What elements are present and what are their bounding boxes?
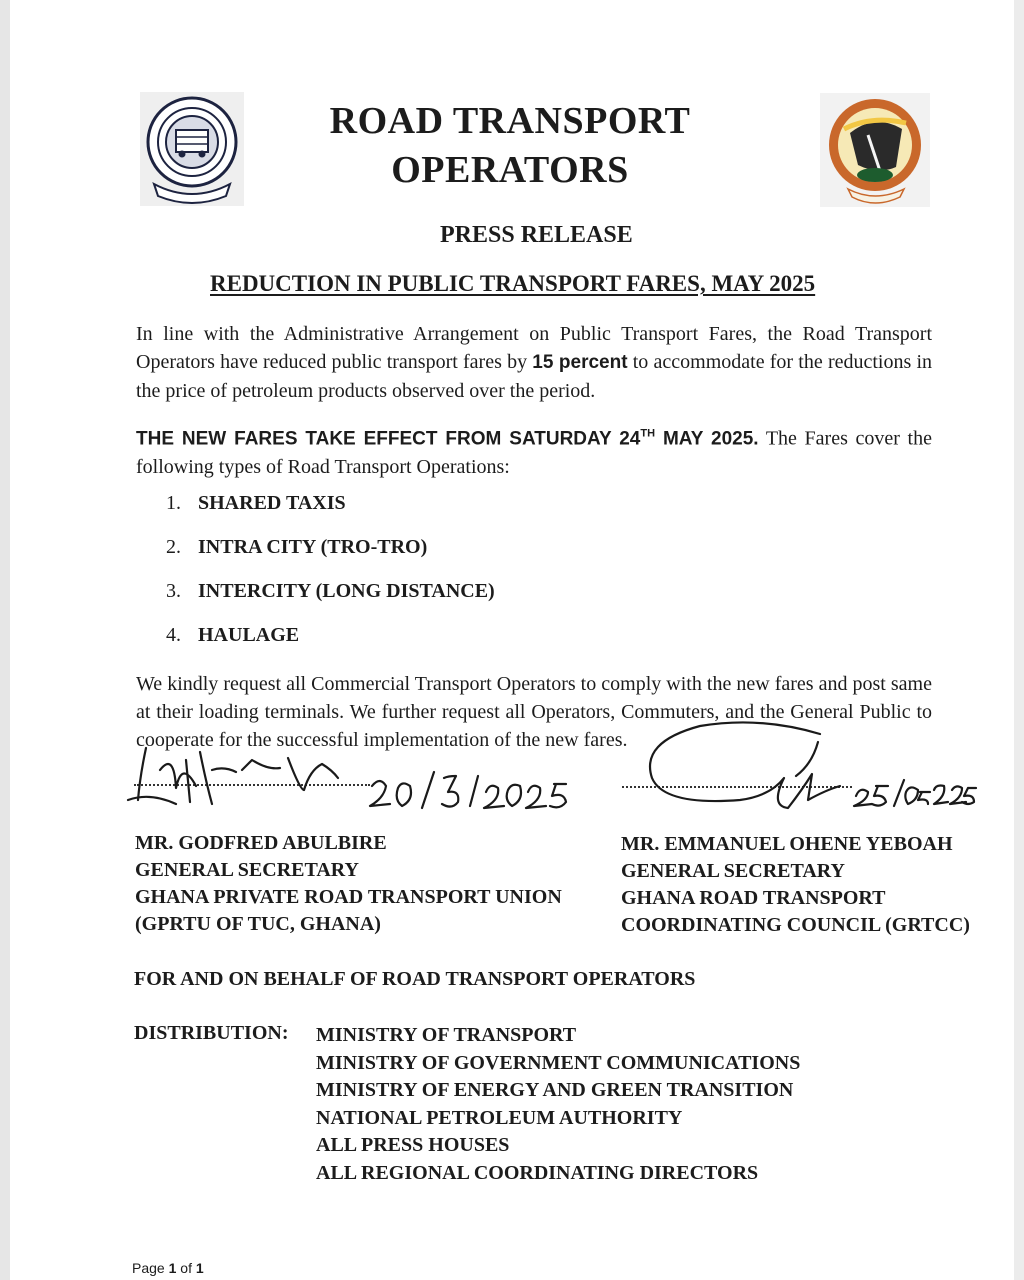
signature-line-left <box>134 784 370 786</box>
document-title-line1: ROAD TRANSPORT <box>329 100 691 142</box>
signatory-right <box>621 831 970 939</box>
intro-text-before: In line with the Administrative Arrangement on Public Transport Fares, the Road Transport Operators have reduced public transport fares by <box>136 323 932 373</box>
distribution-list <box>316 1022 800 1188</box>
signatory-org-line2: (GPRTU OF TUC, GHANA) <box>135 913 381 935</box>
signatory-name: MR. GODFRED ABULBIRE <box>135 832 387 854</box>
list-item-label: SHARED TAXIS <box>198 492 346 514</box>
list-item: MINISTRY OF GOVERNMENT COMMUNICATIONS <box>316 1051 801 1074</box>
page-number-current: 1 <box>168 1260 177 1276</box>
list-item-label: INTRA CITY (TRO-TRO) <box>198 536 428 558</box>
list-item <box>166 488 495 532</box>
signatory-org-line1: GHANA PRIVATE ROAD TRANSPORT UNION <box>135 886 562 908</box>
list-item: MINISTRY OF ENERGY AND GREEN TRANSITION <box>316 1079 794 1102</box>
list-item <box>166 576 495 620</box>
page-number <box>132 1260 204 1276</box>
list-item-label: HAULAGE <box>198 624 300 646</box>
signature-left-date <box>370 772 566 808</box>
grtcc-emblem-icon <box>820 93 930 207</box>
signature-left-stroke <box>128 748 338 804</box>
intro-text-after: to accommodate for the reductions in the price of petroleum products observed over the period. <box>136 351 933 402</box>
signature-right-date <box>854 780 976 806</box>
paragraph-request: We kindly request all Commercial Transport Operators to comply with the new fares and post same at their loading terminals. We further request all Operators, Commuters, and the General Public to cooperate for the successful implementation of the new fares. <box>136 673 932 751</box>
list-item-number: 2. <box>166 536 181 558</box>
effective-date-after: MAY 2025. <box>655 428 759 450</box>
list-item <box>166 620 495 664</box>
effective-date-before: THE NEW FARES TAKE EFFECT FROM SATURDAY 24 <box>136 428 641 450</box>
subject-heading: REDUCTION IN PUBLIC TRANSPORT FARES, MAY 2025 <box>210 271 816 296</box>
press-release-label: PRESS RELEASE <box>440 222 633 248</box>
page-number-total: 1 <box>195 1260 204 1276</box>
list-item: MINISTRY OF TRANSPORT <box>316 1024 577 1046</box>
signatory-org-line2: COORDINATING COUNCIL (GRTCC) <box>621 914 970 936</box>
list-item-number: 3. <box>166 580 181 602</box>
page-number-separator: of <box>176 1260 196 1276</box>
list-item <box>166 532 495 576</box>
operation-types-list <box>166 488 495 664</box>
signatory-title: GENERAL SECRETARY <box>135 859 359 881</box>
document-title-line2: OPERATORS <box>391 149 629 191</box>
paragraph-effective-date <box>136 420 932 481</box>
signatory-left <box>135 830 562 938</box>
list-item: ALL PRESS HOUSES <box>316 1134 510 1157</box>
signatory-title: GENERAL SECRETARY <box>621 860 845 882</box>
signature-line-right <box>622 786 852 788</box>
list-item: NATIONAL PETROLEUM AUTHORITY <box>316 1106 683 1129</box>
list-item-number: 1. <box>166 492 181 514</box>
effective-date-ordinal: TH <box>640 428 656 440</box>
scan-edge-left <box>0 0 10 1280</box>
page-number-prefix: Page <box>132 1260 169 1276</box>
list-item-number: 4. <box>166 624 181 646</box>
list-item: ALL REGIONAL COORDINATING DIRECTORS <box>316 1161 759 1184</box>
list-item-label: INTERCITY (LONG DISTANCE) <box>198 580 495 602</box>
effective-date-rest: The Fares cover the following types of Road Transport Operations: <box>136 427 932 479</box>
distribution-label: DISTRIBUTION: <box>134 1022 289 1044</box>
reduction-percent: 15 percent <box>532 352 628 373</box>
scan-edge-right <box>1014 0 1024 1280</box>
signatory-name: MR. EMMANUEL OHENE YEBOAH <box>621 833 953 855</box>
gprtu-emblem-icon <box>140 92 244 206</box>
on-behalf-statement: FOR AND ON BEHALF OF ROAD TRANSPORT OPERATORS <box>134 968 696 990</box>
signatory-org-line1: GHANA ROAD TRANSPORT <box>621 887 886 909</box>
paragraph-intro <box>136 320 932 405</box>
